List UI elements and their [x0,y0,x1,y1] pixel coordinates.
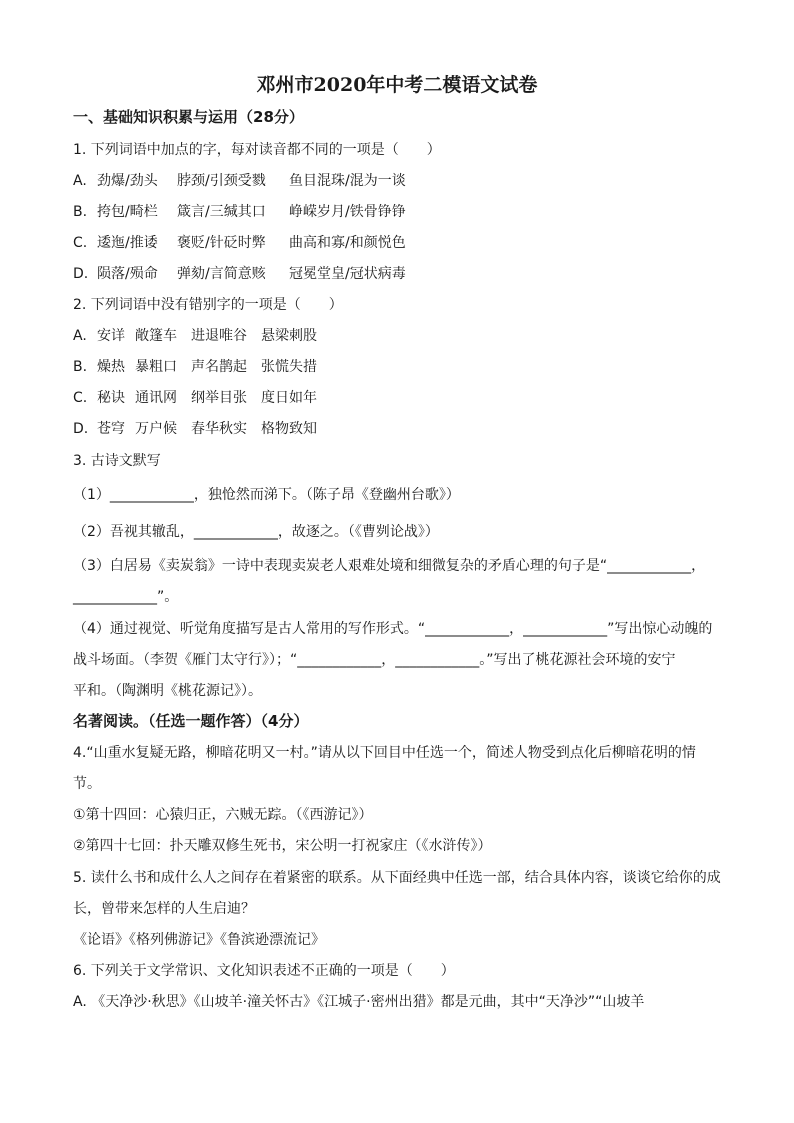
option-label: D. [73,266,89,282]
question-2-option-c [73,389,317,407]
question-2-option-b [73,358,317,376]
question-6-stem: 6. 下列关于文学常识、文化知识表述不正确的一项是（ ） [73,963,455,979]
option-item: 弹劾/言简意赅 [177,266,266,282]
question-4-line-1: 4.“山重水复疑无路，柳暗花明又一村。”请从以下回目中任选一个，简述人物受到点化后柳暗花明的情 [73,745,696,761]
option-item: 通讯网 [135,390,177,406]
question-1-option-a [73,172,406,190]
question-3-sub-3-line-1: （3）白居易《卖炭翁》一诗中表现卖炭老人艰难处境和细微复杂的矛盾心理的句子是“____________， [73,558,706,574]
option-item: 燥热 [97,359,125,375]
question-3-sub-4-line-2: 战斗场面。（李贺《雁门太守行》）；“____________，____________。”写出了桃花源社会环境的安宁 [73,652,676,668]
option-item: 峥嵘岁月/铁骨铮铮 [289,204,406,220]
option-item: 挎包/畸栏 [97,204,158,220]
question-1-option-b [73,203,406,221]
question-5-line-2: 长，曾带来怎样的人生启迪？ [73,901,255,917]
option-item: 暴粗口 [135,359,177,375]
question-4-choice-2: ②第四十七回：扑天雕双修生死书，宋公明一打祝家庄（《水浒传》） [73,838,492,854]
option-item: 敞篷车 [135,328,177,344]
option-item: 格物致知 [261,421,317,437]
question-3-sub-2: （2）吾视其辙乱，____________，故逐之。（《曹刿论战》） [73,524,439,540]
question-3-stem: 3. 古诗文默写 [73,453,161,469]
option-label: A. [73,328,87,344]
option-item: 陨落/殒命 [97,266,158,282]
option-item: 万户候 [135,421,177,437]
question-3-sub-1: （1）____________，独怆然而涕下。（陈子昂《登幽州台歌》） [73,487,460,503]
option-item: 苍穹 [97,421,125,437]
option-label: C. [73,390,88,406]
question-3-sub-4-line-3: 平和。（陶渊明《桃花源记》）。 [73,683,262,699]
question-5-line-1: 5. 读什么书和成什么人之间存在着紧密的联系。从下面经典中任选一部，结合具体内容，谈谈它给你的成 [73,870,721,886]
page-title: 邓州市2020年中考二模语文试卷 [256,74,538,96]
question-2-option-a [73,327,317,345]
option-item: 秘诀 [97,390,125,406]
option-label: B. [73,204,88,220]
option-label: D. [73,421,89,437]
option-item: 褒贬/针砭时弊 [177,235,266,251]
question-4-line-2: 节。 [73,776,101,792]
option-item: 冠冕堂皇/冠状病毒 [289,266,406,282]
question-1-stem: 1. 下列词语中加点的字，每对读音都不同的一项是（ ） [73,142,441,158]
option-item: 声名鹊起 [191,359,247,375]
option-item: 进退唯谷 [191,328,247,344]
section-heading-reading: 名著阅读。（任选一题作答）（4分） [73,712,309,730]
option-label: C. [73,235,88,251]
option-item: 箴言/三缄其口 [177,204,266,220]
option-item: 悬梁刺股 [261,328,317,344]
question-3-sub-4-line-1: （4）通过视觉、听觉角度描写是古人常用的写作形式。“____________，____________”写出惊心动魄的 [73,621,713,637]
option-item: 劲爆/劲头 [97,173,158,189]
option-label: B. [73,359,88,375]
question-5-books: 《论语》《格列佛游记》《鲁滨逊漂流记》 [73,932,325,948]
option-item: 春华秋实 [191,421,247,437]
option-item: 张慌失措 [261,359,317,375]
option-item: 纲举目张 [191,390,247,406]
question-2-option-d [73,420,317,438]
question-3-sub-3-line-2: ____________”。 [73,589,179,605]
section-heading-basics: 一、基础知识积累与运用（28分） [73,108,304,126]
option-item: 脖颈/引颈受戮 [177,173,266,189]
question-1-option-c [73,234,406,252]
option-item: 鱼目混珠/混为一谈 [289,173,406,189]
question-1-option-d [73,265,406,283]
option-item: 安详 [97,328,125,344]
option-item: 度日如年 [261,390,317,406]
option-item: 曲高和寡/和颜悦色 [289,235,406,251]
question-6-option-a: A. 《天净沙·秋思》《山坡羊·潼关怀古》《江城子·密州出猎》都是元曲，其中“天净沙”“山坡羊 [73,994,645,1010]
option-item: 逶迤/推诿 [97,235,158,251]
option-label: A. [73,173,87,189]
question-2-stem: 2. 下列词语中没有错别字的一项是（ ） [73,297,343,313]
question-4-choice-1: ①第十四回：心猿归正，六贼无踪。（《西游记》） [73,807,373,823]
